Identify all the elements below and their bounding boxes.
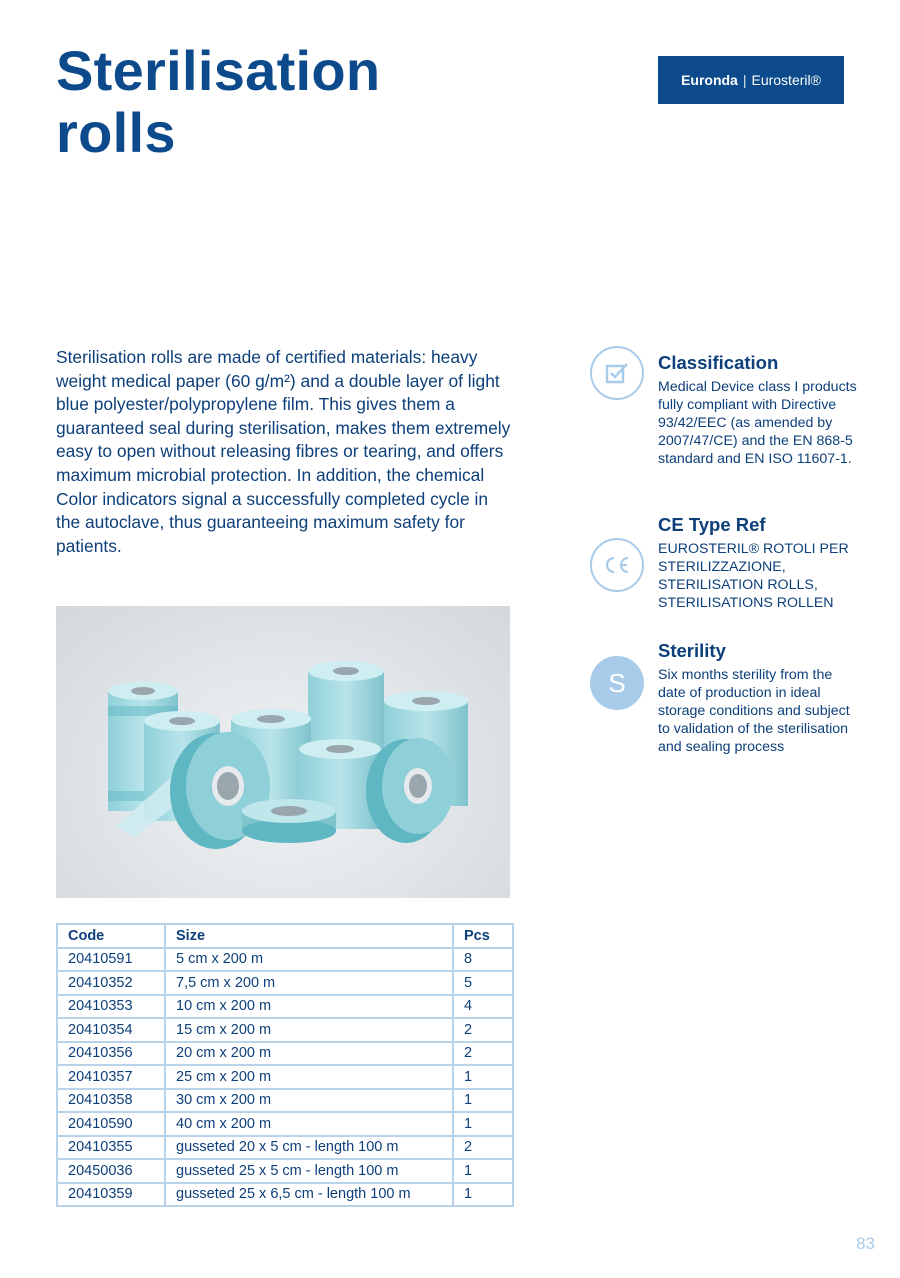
table-row [57, 1089, 513, 1113]
cell-size: gusseted 25 x 5 cm - length 100 m [165, 1159, 453, 1183]
cell-code: 20410358 [57, 1089, 165, 1113]
table-row [57, 1136, 513, 1160]
table-header-row [57, 924, 513, 948]
cell-size: 20 cm x 200 m [165, 1042, 453, 1066]
checkbox-icon [590, 346, 644, 400]
table-row [57, 1042, 513, 1066]
brand-product: Eurosteril® [751, 72, 821, 88]
table-row [57, 1183, 513, 1207]
cell-pcs: 1 [453, 1065, 513, 1089]
brand-name: Euronda [681, 72, 738, 88]
cell-size: 7,5 cm x 200 m [165, 971, 453, 995]
table-row [57, 971, 513, 995]
cell-code: 20450036 [57, 1159, 165, 1183]
sterility-icon-letter: S [608, 667, 626, 698]
cell-pcs: 4 [453, 995, 513, 1019]
cell-pcs: 5 [453, 971, 513, 995]
product-photo [56, 606, 510, 898]
cell-size: gusseted 20 x 5 cm - length 100 m [165, 1136, 453, 1160]
brand-logo [658, 56, 844, 104]
cell-pcs: 1 [453, 1183, 513, 1207]
cell-pcs: 1 [453, 1089, 513, 1113]
header-pcs: Pcs [453, 924, 513, 948]
cell-code: 20410591 [57, 948, 165, 972]
cell-code: 20410356 [57, 1042, 165, 1066]
cell-pcs: 8 [453, 948, 513, 972]
header-size: Size [165, 924, 453, 948]
ce-text: EUROSTERIL® ROTOLI PER STERILIZZAZIONE, STERILISATION ROLLS, STERILISATIONS ROLLEN [658, 541, 849, 611]
title-line-1: Sterilisation [56, 39, 381, 102]
page-number: 83 [856, 1234, 875, 1253]
cell-size: 40 cm x 200 m [165, 1112, 453, 1136]
sterility-heading: Sterility [658, 640, 726, 661]
cell-code: 20410352 [57, 971, 165, 995]
cell-pcs: 1 [453, 1159, 513, 1183]
table-row [57, 995, 513, 1019]
sterility-text: Six months sterility from the date of production in ideal storage conditions and subject to validation of the sterilisation and sealing process [658, 667, 850, 755]
title-line-2: rolls [56, 101, 176, 164]
cell-code: 20410353 [57, 995, 165, 1019]
cell-size: gusseted 25 x 6,5 cm - length 100 m [165, 1183, 453, 1207]
cell-size: 25 cm x 200 m [165, 1065, 453, 1089]
table-row [57, 1159, 513, 1183]
sterilisation-rolls-image [56, 606, 510, 898]
header-code: Code [57, 924, 165, 948]
cell-code: 20410354 [57, 1018, 165, 1042]
cell-pcs: 2 [453, 1136, 513, 1160]
classification-text: Medical Device class I products fully compliant with Directive 93/42/EEC (as amended by 2007/47/CE) and the EN 868-5 standard and EN ISO 11607-1. [658, 379, 857, 467]
cell-size: 30 cm x 200 m [165, 1089, 453, 1113]
product-table [56, 923, 514, 1207]
page-title [56, 40, 380, 164]
cell-code: 20410590 [57, 1112, 165, 1136]
cell-size: 10 cm x 200 m [165, 995, 453, 1019]
ce-heading: CE Type Ref [658, 514, 766, 535]
table-row [57, 1112, 513, 1136]
sterility-s-icon [590, 656, 644, 710]
classification-heading: Classification [658, 352, 779, 373]
intro-paragraph: Sterilisation rolls are made of certified materials: heavy weight medical paper (60 g/m²) and a double layer of light blue polyester/polypropylene film. This gives them a guaranteed seal during sterilisation, makes them extremely easy to open without releasing fibres or tearing, and offers maximum microbial protection. In addition, the chemical Color indicators signal a successfully completed cycle in the autoclave, thus guaranteeing maximum safety for patients. [56, 347, 511, 556]
ce-mark-icon [590, 538, 644, 592]
cell-pcs: 1 [453, 1112, 513, 1136]
brand-separator: | [742, 72, 747, 88]
cell-size: 15 cm x 200 m [165, 1018, 453, 1042]
cell-code: 20410355 [57, 1136, 165, 1160]
table-row [57, 948, 513, 972]
cell-pcs: 2 [453, 1042, 513, 1066]
cell-size: 5 cm x 200 m [165, 948, 453, 972]
cell-pcs: 2 [453, 1018, 513, 1042]
cell-code: 20410357 [57, 1065, 165, 1089]
table-row [57, 1065, 513, 1089]
cell-code: 20410359 [57, 1183, 165, 1207]
table-row [57, 1018, 513, 1042]
